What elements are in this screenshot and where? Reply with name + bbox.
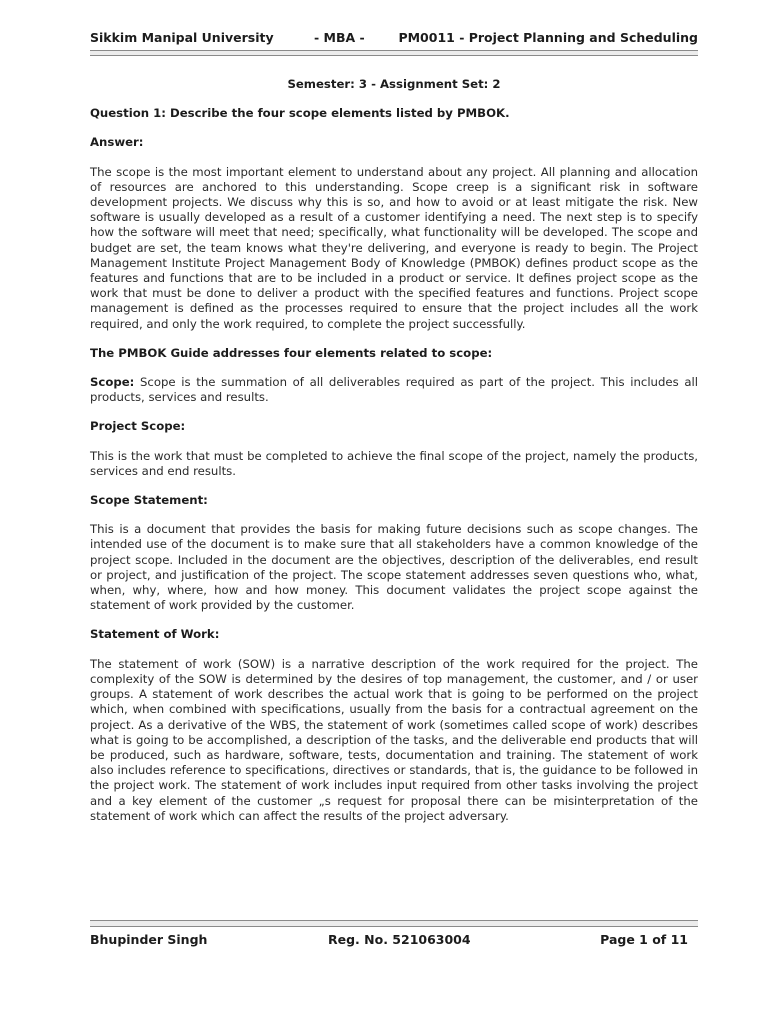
scope-label: Scope: [90, 375, 135, 390]
header-university: Sikkim Manipal University [90, 30, 274, 45]
question-title: Question 1: Describe the four scope elements listed by PMBOK. [90, 106, 510, 121]
page-header [90, 30, 698, 48]
statement-of-work-paragraph: The statement of work (SOW) is a narrative description of the work required for the project. The complexity of the SOW is determined by the desires of top management, the customer, and / or user groups. A statement of work describes the actual work that is going to be performed on the project which, when combined with specifications, usually from the basis for a contractual agreement on the project. As a derivative of the WBS, the statement of work (sometimes called scope of work) describes what is going to be accomplished, a description of the tasks, and the deliverable end products that will be produced, such as hardware, software, tests, documentation and training. The statement of work also includes reference to specifications, directives or standards, that is, the guidance to be followed in the project work. The statement of work includes input required from other tasks involving the project and a key element of the customer „s request for proposal there can be misinterpretation of the statement of work which can affect the results of the project adversary. [90, 656, 698, 823]
statement-of-work-heading: Statement of Work: [90, 627, 220, 642]
semester-line: Semester: 3 - Assignment Set: 2 [287, 77, 501, 91]
intro-paragraph: The scope is the most important element to understand about any project. All planning and allocation of resources are anchored to this understanding. Scope creep is a significant risk in software development projects. We discuss why this is so, and how to avoid or at least mitigate the risk. New software is usually developed as a result of a customer identifying a need. The next step is to specify how the software will meet that need; specifically, what functionality will be developed. The scope and budget are set, the team knows what they're delivering, and everyone is ready to begin. The Project Management Institute Project Management Body of Knowledge (PMBOK) defines product scope as the features and functions that are to be included in a product or service. It defines project scope as the work that must be done to deliver a product with the specified features and functions. Project scope management is defined as the processes required to ensure that the project includes all the work required, and only the work required, to complete the project successfully. [90, 164, 698, 331]
footer-author: Bhupinder Singh [90, 932, 208, 947]
header-program: - MBA - [314, 30, 365, 45]
project-scope-heading: Project Scope: [90, 419, 186, 434]
page-footer [90, 932, 688, 950]
header-divider [90, 50, 698, 56]
scope-statement-paragraph: This is a document that provides the basis for making future decisions such as scope changes. The intended use of the document is to make sure that all stakeholders have a common knowledge of the project scope. Included in the document are the objectives, description of the deliverables, end result or project, and justification of the project. The scope statement addresses seven questions who, what, when, why, where, how and how money. This document validates the project scope against the statement of work provided by the customer. [90, 522, 698, 613]
scope-statement-heading: Scope Statement: [90, 493, 208, 508]
scope-text: Scope is the summation of all deliverables required as part of the project. This includes all products, services and results. [90, 375, 698, 405]
header-course: PM0011 - Project Planning and Scheduling [398, 30, 698, 45]
document-body [90, 77, 698, 838]
footer-divider [90, 920, 698, 927]
scope-paragraph [90, 375, 698, 405]
footer-reg-number: Reg. No. 521063004 [328, 932, 471, 947]
answer-label: Answer: [90, 135, 144, 150]
elements-heading: The PMBOK Guide addresses four elements related to scope: [90, 345, 493, 360]
project-scope-paragraph: This is the work that must be completed to achieve the final scope of the project, namely the products, services and end results. [90, 448, 698, 478]
footer-page-number: Page 1 of 11 [600, 932, 688, 947]
